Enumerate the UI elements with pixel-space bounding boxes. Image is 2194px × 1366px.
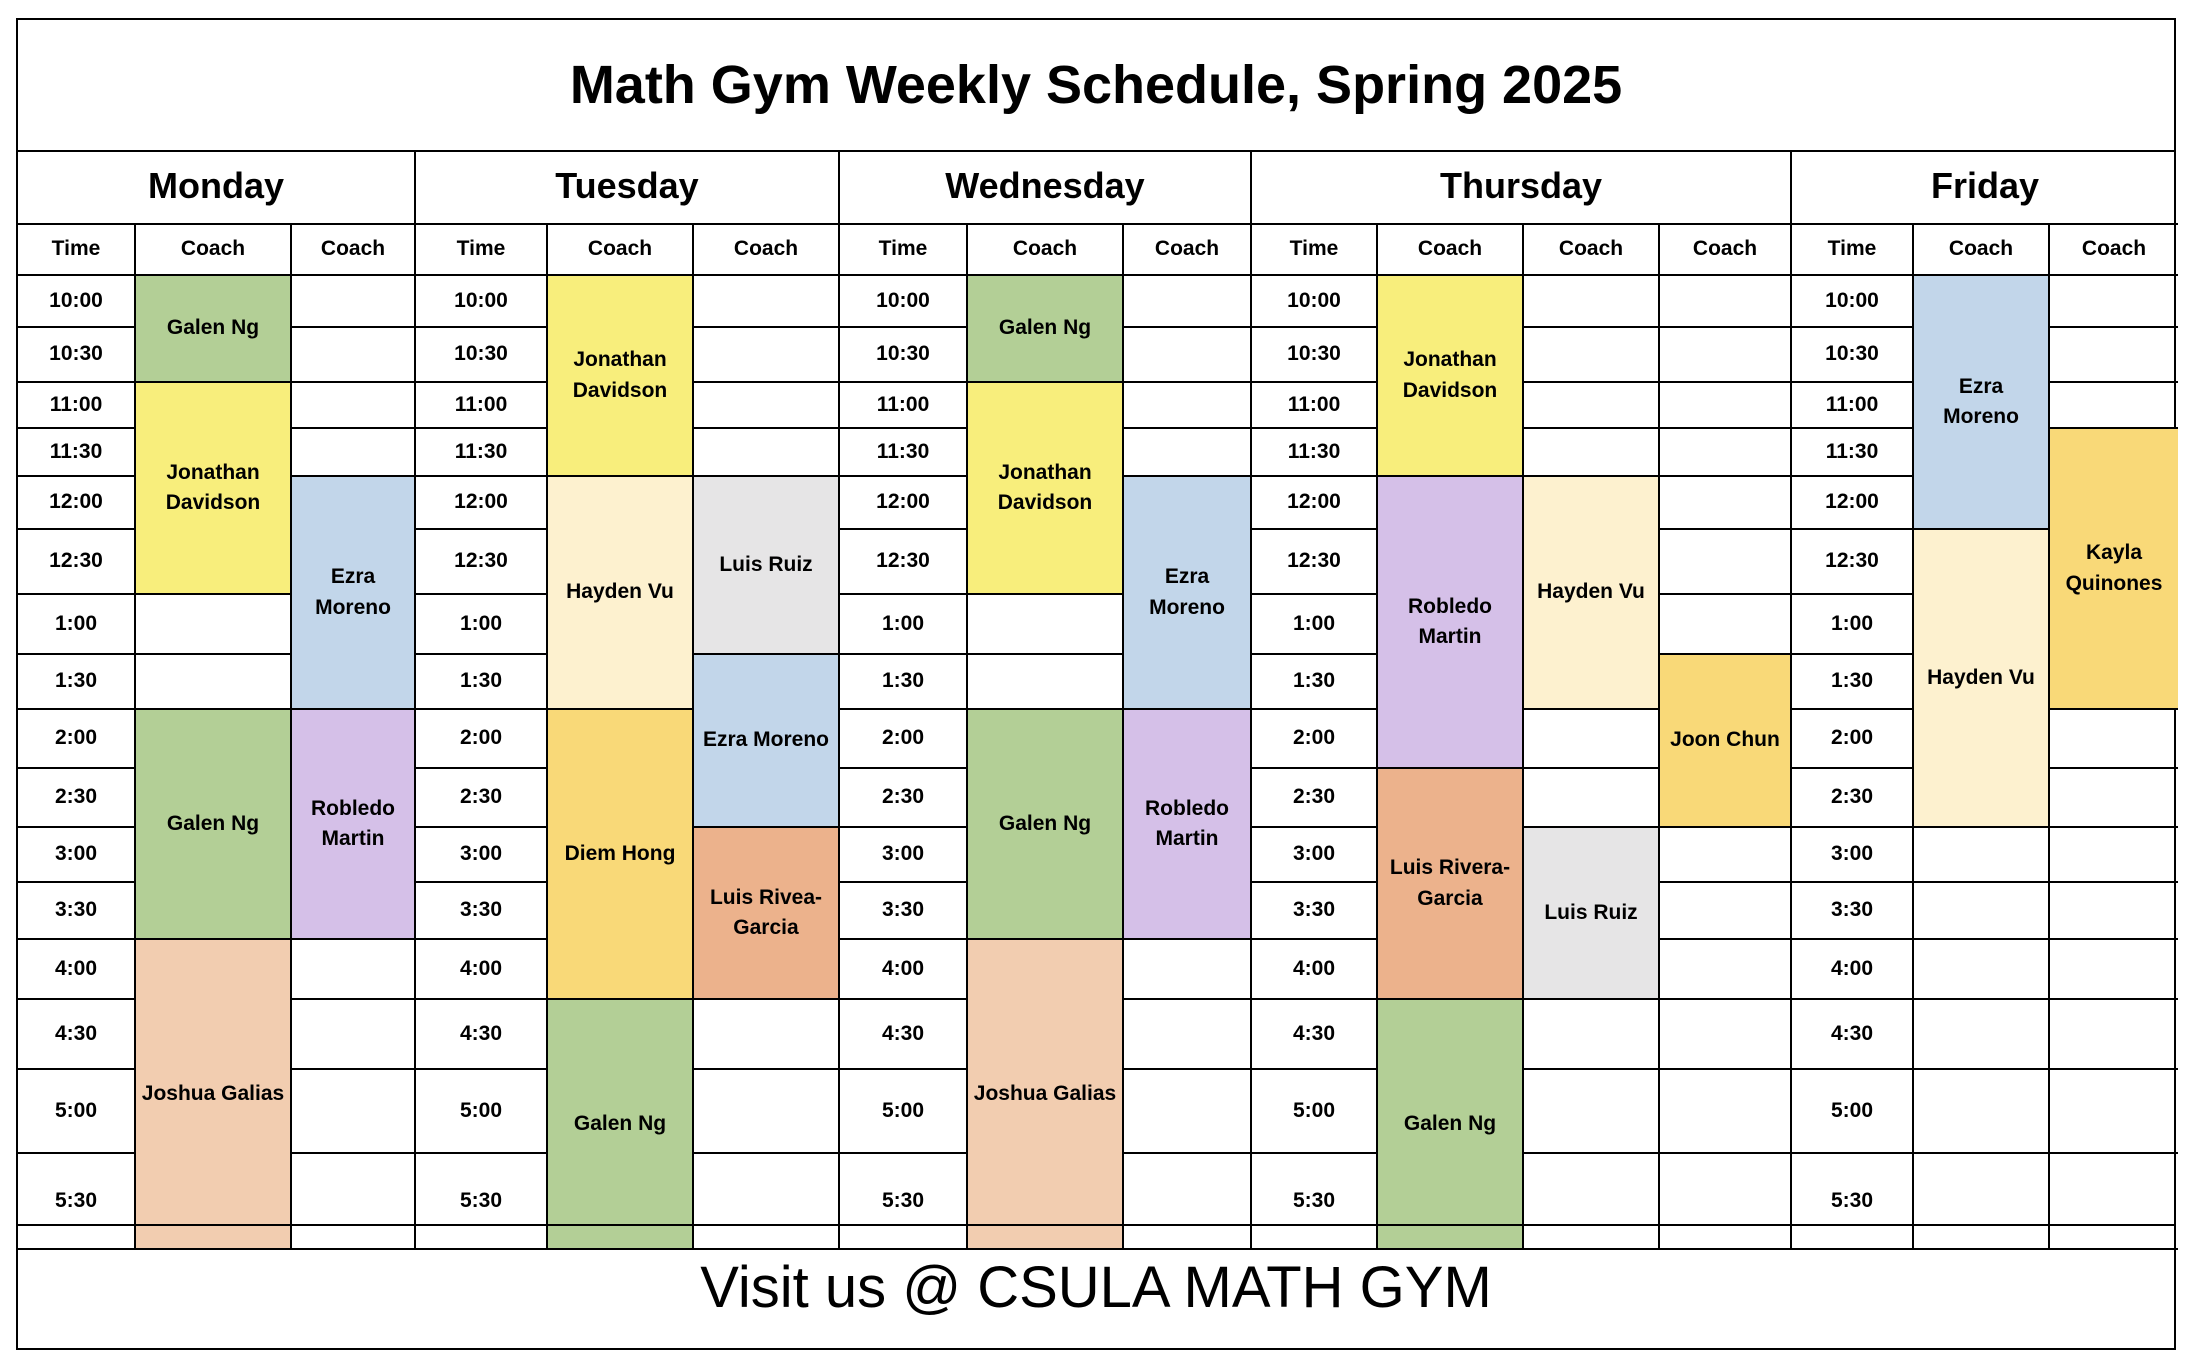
empty-slot [1660,1000,1792,1070]
time-slot-tuesday: 1:30 [416,655,548,710]
coach-column-header: Coach [1524,225,1660,276]
time-slot-thursday: 4:00 [1252,940,1378,1000]
empty-slot [1524,429,1660,477]
empty-slot [1124,1000,1252,1070]
empty-slot [292,383,416,429]
empty-slot [694,429,840,477]
day-header-tuesday: Tuesday [416,150,840,225]
empty-slot [1660,1070,1792,1154]
empty-slot [694,1000,840,1070]
coach-column-header: Coach [136,225,292,276]
coach-shift-ezra-moreno: Ezra Moreno [1914,276,2050,530]
empty-slot [1914,883,2050,940]
time-slot-wednesday: 3:30 [840,883,968,940]
coach-shift-jonathan-davidson: Jonathan Davidson [1378,276,1524,477]
time-slot-thursday: 11:30 [1252,429,1378,477]
time-slot-monday: 5:30 [18,1154,136,1250]
time-slot-friday: 10:30 [1792,328,1914,383]
time-slot-wednesday: 1:00 [840,595,968,655]
time-slot-tuesday: 2:00 [416,710,548,769]
time-slot-monday: 5:00 [18,1070,136,1154]
empty-slot [136,655,292,710]
empty-slot [694,328,840,383]
empty-slot [292,940,416,1000]
empty-slot [694,383,840,429]
time-slot-wednesday: 11:00 [840,383,968,429]
time-slot-friday: 12:30 [1792,530,1914,595]
empty-slot [2050,769,2178,828]
coach-shift-jonathan-davidson: Jonathan Davidson [548,276,694,477]
time-slot-friday: 3:30 [1792,883,1914,940]
time-slot-tuesday: 10:00 [416,276,548,328]
coach-shift-luis-rivera-garcia: Luis Rivera-Garcia [1378,769,1524,1000]
time-slot-monday: 10:30 [18,328,136,383]
coach-shift-galen-ng: Galen Ng [548,1000,694,1250]
time-slot-wednesday: 3:00 [840,828,968,883]
time-slot-monday: 2:30 [18,769,136,828]
coach-shift-luis-ruiz: Luis Ruiz [1524,828,1660,1000]
time-slot-thursday: 10:30 [1252,328,1378,383]
schedule-grid [18,150,2174,1250]
time-slot-tuesday: 11:30 [416,429,548,477]
empty-slot [1124,429,1252,477]
time-slot-thursday: 3:30 [1252,883,1378,940]
time-slot-monday: 1:00 [18,595,136,655]
time-slot-monday: 10:00 [18,276,136,328]
time-slot-monday: 1:30 [18,655,136,710]
time-slot-monday: 3:00 [18,828,136,883]
coach-column-header: Coach [1914,225,2050,276]
coach-shift-galen-ng: Galen Ng [968,276,1124,383]
empty-slot [1660,828,1792,883]
time-slot-monday: 12:30 [18,530,136,595]
coach-shift-ezra-moreno: Ezra Moreno [694,655,840,828]
coach-shift-galen-ng: Galen Ng [1378,1000,1524,1250]
coach-shift-diem-hong: Diem Hong [548,710,694,1000]
page-title: Math Gym Weekly Schedule, Spring 2025 [18,20,2174,152]
time-slot-tuesday: 3:00 [416,828,548,883]
time-slot-friday: 4:00 [1792,940,1914,1000]
coach-column-header: Coach [548,225,694,276]
time-slot-friday: 10:00 [1792,276,1914,328]
time-slot-thursday: 12:30 [1252,530,1378,595]
time-slot-wednesday: 4:00 [840,940,968,1000]
time-slot-friday: 3:00 [1792,828,1914,883]
coach-shift-joshua-galias: Joshua Galias [136,940,292,1250]
coach-shift-jonathan-davidson: Jonathan Davidson [136,383,292,595]
empty-slot [1660,328,1792,383]
time-slot-thursday: 1:00 [1252,595,1378,655]
time-slot-thursday: 12:00 [1252,477,1378,530]
empty-slot [292,328,416,383]
time-slot-wednesday: 11:30 [840,429,968,477]
coach-shift-galen-ng: Galen Ng [136,276,292,383]
empty-slot [1660,429,1792,477]
empty-slot [2050,276,2178,328]
day-header-monday: Monday [18,150,416,225]
empty-slot [1524,383,1660,429]
day-header-friday: Friday [1792,150,2178,225]
time-slot-friday: 2:30 [1792,769,1914,828]
coach-shift-joshua-galias: Joshua Galias [968,940,1124,1250]
time-slot-tuesday: 1:00 [416,595,548,655]
coach-column-header: Coach [968,225,1124,276]
empty-slot [694,276,840,328]
time-slot-monday: 3:30 [18,883,136,940]
coach-shift-kayla-quinones: Kayla Quinones [2050,429,2178,710]
time-slot-monday: 11:30 [18,429,136,477]
time-slot-thursday: 10:00 [1252,276,1378,328]
empty-slot [1660,276,1792,328]
time-slot-friday: 1:30 [1792,655,1914,710]
time-slot-monday: 4:00 [18,940,136,1000]
coach-column-header: Coach [2050,225,2178,276]
day-header-wednesday: Wednesday [840,150,1252,225]
coach-shift-hayden-vu: Hayden Vu [1524,477,1660,710]
empty-slot [1124,383,1252,429]
time-slot-tuesday: 10:30 [416,328,548,383]
time-slot-wednesday: 10:00 [840,276,968,328]
empty-slot [2050,1000,2178,1070]
empty-slot [2050,883,2178,940]
coach-column-header: Coach [1124,225,1252,276]
coach-shift-hayden-vu: Hayden Vu [548,477,694,710]
time-slot-tuesday: 11:00 [416,383,548,429]
empty-slot [2050,328,2178,383]
empty-slot [2050,383,2178,429]
time-column-header: Time [1792,225,1914,276]
empty-slot [1524,276,1660,328]
time-slot-monday: 12:00 [18,477,136,530]
schedule-sheet [16,18,2176,1350]
coach-shift-robledo-martin: Robledo Martin [1124,710,1252,940]
empty-slot [1124,328,1252,383]
time-slot-wednesday: 5:00 [840,1070,968,1154]
coach-shift-galen-ng: Galen Ng [968,710,1124,940]
time-slot-thursday: 3:00 [1252,828,1378,883]
time-slot-tuesday: 12:30 [416,530,548,595]
empty-slot [968,595,1124,655]
time-slot-wednesday: 1:30 [840,655,968,710]
empty-slot [292,1070,416,1154]
coach-shift-galen-ng: Galen Ng [136,710,292,940]
time-slot-tuesday: 5:00 [416,1070,548,1154]
empty-slot [1124,940,1252,1000]
time-slot-wednesday: 10:30 [840,328,968,383]
empty-slot [1914,828,2050,883]
time-slot-friday: 1:00 [1792,595,1914,655]
empty-slot [292,429,416,477]
time-slot-wednesday: 2:00 [840,710,968,769]
time-slot-tuesday: 5:30 [416,1154,548,1250]
empty-slot [1660,383,1792,429]
time-slot-monday: 4:30 [18,1000,136,1070]
empty-slot [1524,1070,1660,1154]
time-slot-friday: 5:00 [1792,1070,1914,1154]
footer-banner: Visit us @ CSULA MATH GYM [18,1224,2174,1348]
time-column-header: Time [1252,225,1378,276]
day-header-thursday: Thursday [1252,150,1792,225]
coach-shift-robledo-martin: Robledo Martin [292,710,416,940]
time-slot-wednesday: 12:30 [840,530,968,595]
coach-shift-hayden-vu: Hayden Vu [1914,530,2050,828]
time-slot-friday: 5:30 [1792,1154,1914,1250]
empty-slot [1660,883,1792,940]
time-slot-friday: 11:00 [1792,383,1914,429]
time-slot-wednesday: 12:00 [840,477,968,530]
empty-slot [292,1000,416,1070]
time-slot-thursday: 5:30 [1252,1154,1378,1250]
empty-slot [1914,940,2050,1000]
empty-slot [2050,1070,2178,1154]
time-slot-tuesday: 3:30 [416,883,548,940]
time-slot-monday: 2:00 [18,710,136,769]
coach-column-header: Coach [1660,225,1792,276]
time-slot-thursday: 11:00 [1252,383,1378,429]
empty-slot [1660,477,1792,530]
coach-shift-jonathan-davidson: Jonathan Davidson [968,383,1124,595]
time-slot-wednesday: 2:30 [840,769,968,828]
time-slot-friday: 2:00 [1792,710,1914,769]
empty-slot [1660,595,1792,655]
coach-column-header: Coach [1378,225,1524,276]
time-slot-thursday: 1:30 [1252,655,1378,710]
time-column-header: Time [840,225,968,276]
empty-slot [1124,1070,1252,1154]
empty-slot [2050,940,2178,1000]
time-slot-tuesday: 2:30 [416,769,548,828]
empty-slot [694,1070,840,1154]
empty-slot [1660,530,1792,595]
coach-shift-robledo-martin: Robledo Martin [1378,477,1524,769]
empty-slot [1660,940,1792,1000]
empty-slot [136,595,292,655]
coach-shift-luis-rivea-garcia: Luis Rivea-Garcia [694,828,840,1000]
coach-column-header: Coach [292,225,416,276]
time-slot-friday: 12:00 [1792,477,1914,530]
empty-slot [292,276,416,328]
empty-slot [2050,710,2178,769]
coach-column-header: Coach [694,225,840,276]
empty-slot [1914,1000,2050,1070]
time-slot-tuesday: 12:00 [416,477,548,530]
time-column-header: Time [416,225,548,276]
time-slot-thursday: 4:30 [1252,1000,1378,1070]
time-slot-thursday: 2:00 [1252,710,1378,769]
time-slot-thursday: 5:00 [1252,1070,1378,1154]
empty-slot [1914,1070,2050,1154]
time-slot-monday: 11:00 [18,383,136,429]
time-slot-tuesday: 4:30 [416,1000,548,1070]
empty-slot [1524,710,1660,769]
empty-slot [968,655,1124,710]
empty-slot [2050,828,2178,883]
time-slot-wednesday: 5:30 [840,1154,968,1250]
empty-slot [1524,328,1660,383]
time-slot-tuesday: 4:00 [416,940,548,1000]
time-column-header: Time [18,225,136,276]
empty-slot [1124,276,1252,328]
coach-shift-ezra-moreno: Ezra Moreno [292,477,416,710]
coach-shift-joon-chun: Joon Chun [1660,655,1792,828]
time-slot-friday: 11:30 [1792,429,1914,477]
empty-slot [1524,1000,1660,1070]
time-slot-friday: 4:30 [1792,1000,1914,1070]
time-slot-wednesday: 4:30 [840,1000,968,1070]
coach-shift-luis-ruiz: Luis Ruiz [694,477,840,655]
empty-slot [1524,769,1660,828]
coach-shift-ezra-moreno: Ezra Moreno [1124,477,1252,710]
time-slot-thursday: 2:30 [1252,769,1378,828]
